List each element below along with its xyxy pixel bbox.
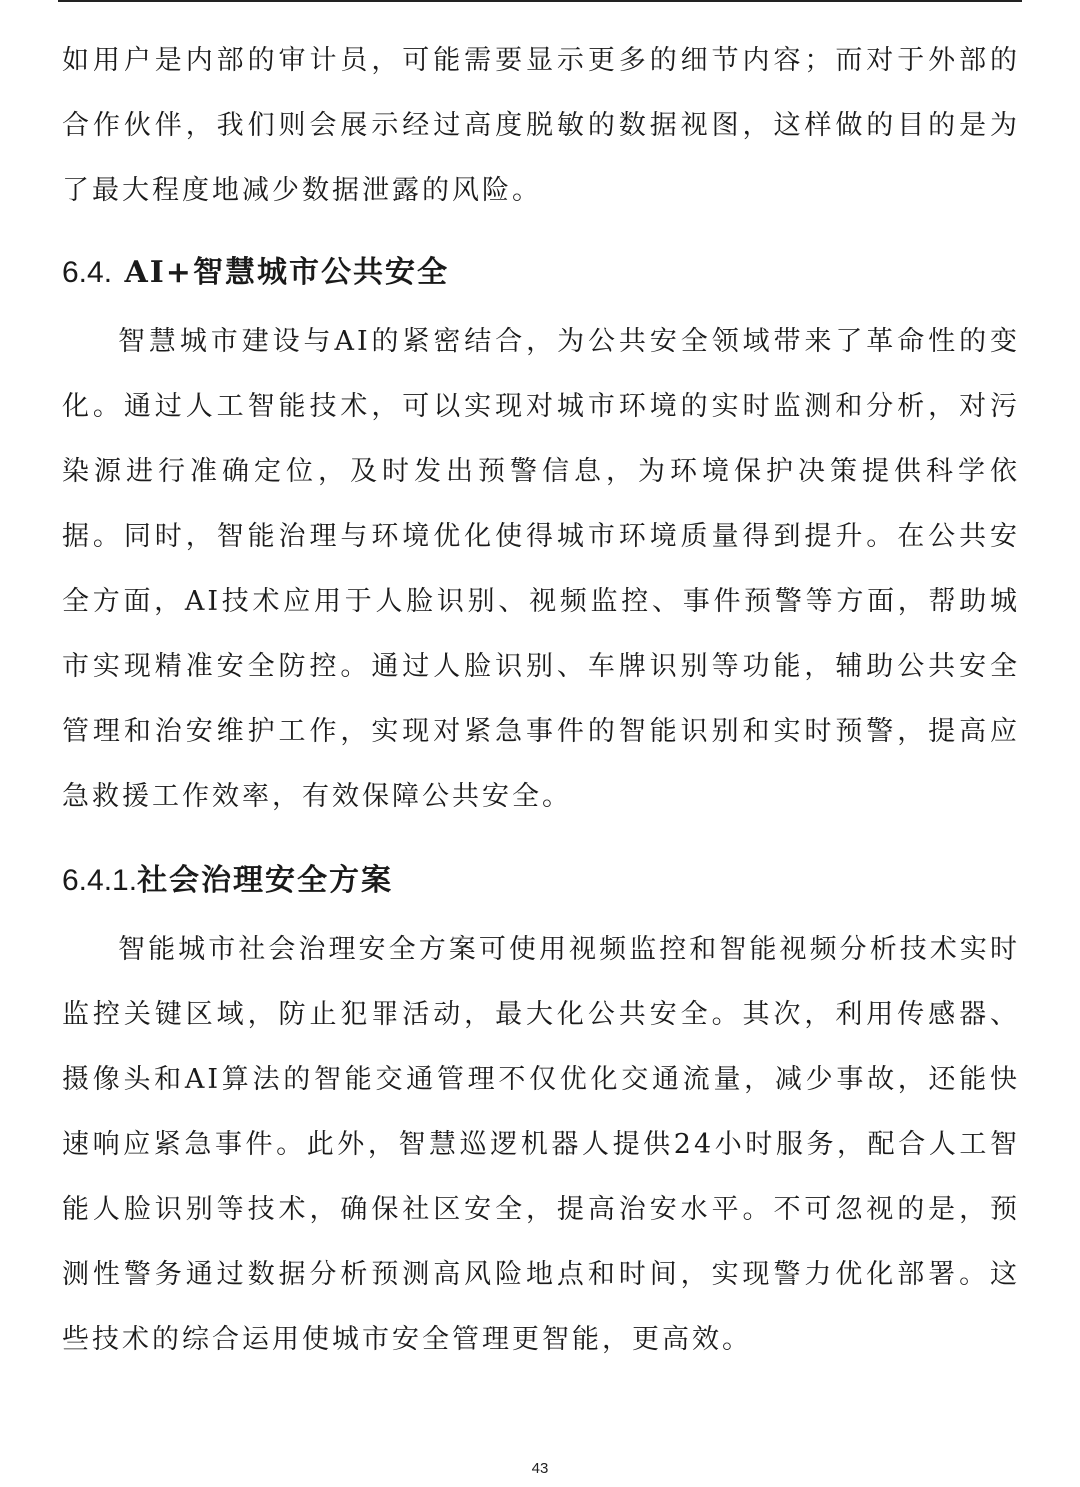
subsection-number: 6.4.1.: [62, 864, 138, 897]
section-6-4-1-paragraph: 智能城市社会治理安全方案可使用视频监控和智能视频分析技术实时监控关键区域，防止犯罪活动，最大化公共安全。其次，利用传感器、摄像头和AI算法的智能交通管理不仅优化交通流量，减少事故，还能快速响应紧急事件。此外，智慧巡逻机器人提供24小时服务，配合人工智能人脸识别等技术，确保社区安全，提高治安水平。不可忽视的是，预测性警务通过数据分析预测高风险地点和时间，实现警力优化部署。这些技术的综合运用使城市安全管理更智能，更高效。: [62, 934, 1020, 1355]
section-heading-6-4-1: [62, 861, 1020, 901]
section-number: 6.4.: [62, 256, 113, 289]
subsection-title: 社会治理安全方案: [137, 863, 394, 898]
section-heading-6-4: [62, 253, 1020, 293]
page-number: 43: [531, 1460, 549, 1477]
intro-paragraph: 如用户是内部的审计员，可能需要显示更多的细节内容；而对于外部的合作伙伴，我们则会展示经过高度脱敏的数据视图，这样做的目的是为了最大程度地减少数据泄露的风险。: [62, 45, 1020, 206]
document-body: [62, 28, 1020, 1372]
top-rule: [58, 0, 1022, 2]
section-title: AI+智慧城市公共安全: [124, 255, 449, 290]
section-6-4-paragraph: 智慧城市建设与AI的紧密结合，为公共安全领域带来了革命性的变化。通过人工智能技术，可以实现对城市环境的实时监测和分析，对污染源进行准确定位，及时发出预警信息，为环境保护决策提供科学依据。同时，智能治理与环境优化使得城市环境质量得到提升。在公共安全方面，AI技术应用于人脸识别、视频监控、事件预警等方面，帮助城市实现精准安全防控。通过人脸识别、车牌识别等功能，辅助公共安全管理和治安维护工作，实现对紧急事件的智能识别和实时预警，提高应急救援工作效率，有效保障公共安全。: [62, 326, 1020, 812]
